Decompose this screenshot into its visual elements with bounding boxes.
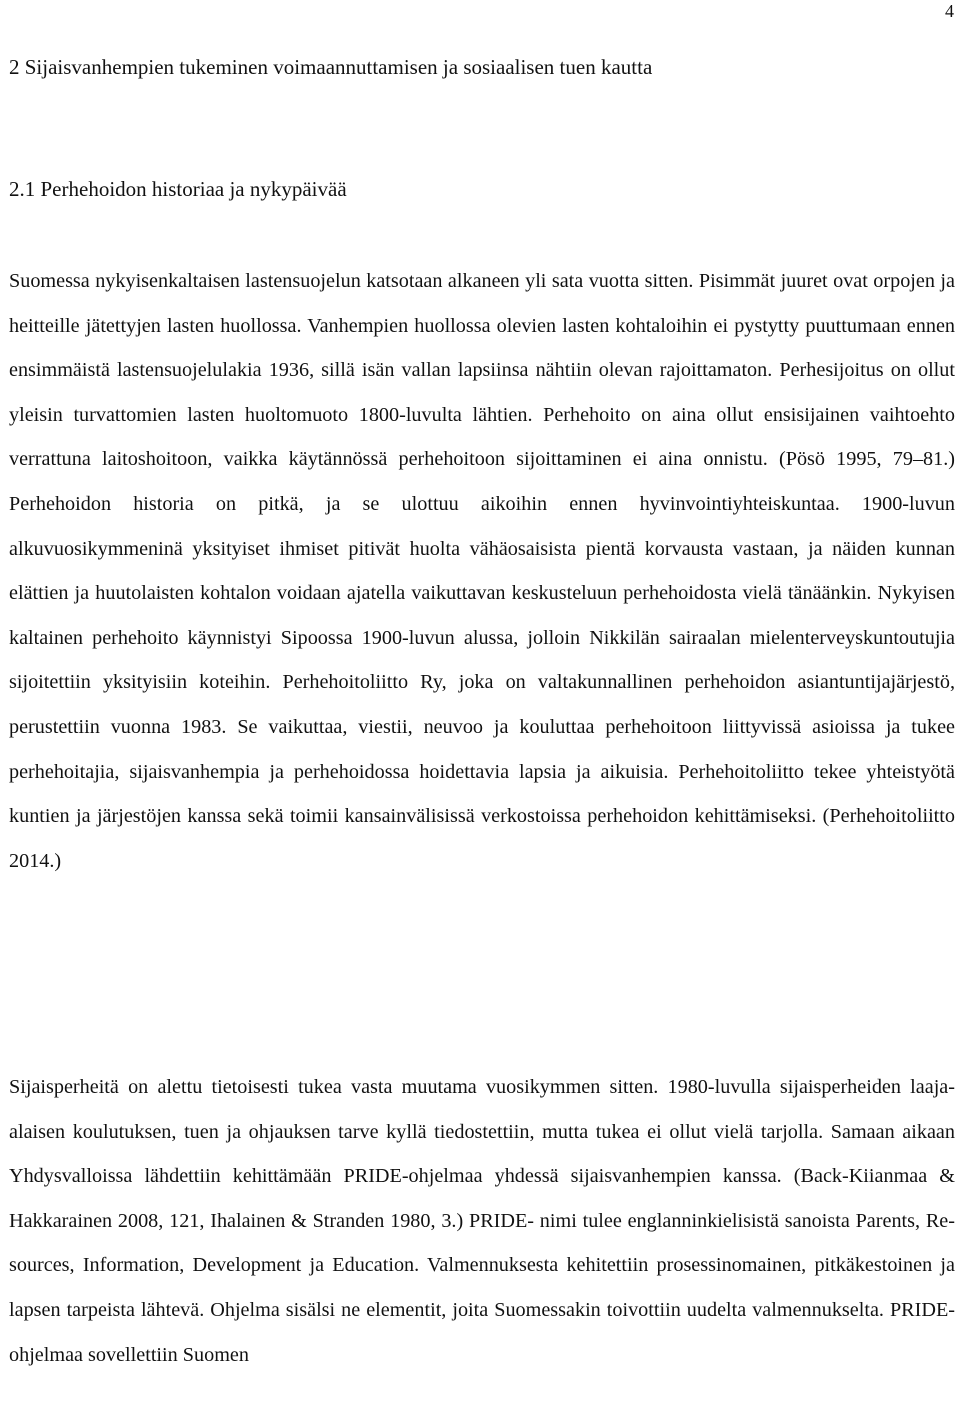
page-number: 4 bbox=[945, 1, 954, 21]
body-paragraph: Sijaisperheitä on alettu tietoisesti tukea vasta muutama vuosikymmen sitten. 1980-luvulla sijaisperheiden laaja-alaisen koulutuksen, tuen ja ohjauksen tarve kyllä tiedostettiin, mutta tukea ei ollut vielä tarjolla. Samaan aikaan Yhdysvalloissa lähdettiin kehittämään PRIDE-ohjelmaa yhdessä sijaisvanhempien kanssa. (Back-Kiianmaa & Hakkarainen 2008, 121, Ihalainen & Stranden 1980, 3.) PRIDE- nimi tulee englanninkielisistä sanoista Parents, Resources, Information, Development ja Education. Valmennuksesta kehitettiin prosessinomainen, pitkäkestoinen ja lapsen tarpeista lähtevä. Ohjelma sisälsi ne elementit, joita Suomessakin toivottiin uudelta valmennukselta. PRIDE-ohjelmaa sovellettiin Suomen bbox=[9, 1076, 955, 1366]
chapter-heading: 2 Sijaisvanhempien tukeminen voimaannuttamisen ja sosiaalisen tuen kautta bbox=[9, 55, 653, 79]
section-heading: 2.1 Perhehoidon historiaa ja nykypäivää bbox=[9, 177, 347, 201]
body-paragraph: Suomessa nykyisenkaltaisen lastensuojelun katsotaan alkaneen yli sata vuotta sitten. Pisimmät juuret ovat orpojen ja heitteille jätettyjen lasten huollossa. Vanhempien huollossa olevien lasten kohtaloihin ei pystytty puuttumaan ennen ensimmäistä lastensuojelulakia 1936, sillä isän vallan lapsiinsa nähtiin olevan rajoittamaton. Perhesijoitus on ollut yleisin turvattomien lasten huoltomuoto 1800-luvulta lähtien. Perhehoito on aina ollut ensisijainen vaihtoehto verrattuna laitoshoitoon, vaikka käytännössä perhehoitoon sijoittaminen ei aina onnistu. (Pösö 1995, 79–81.) Perhehoidon historia on pitkä, ja se ulottuu aikoihin ennen hyvinvointiyhteiskuntaa. 1900-luvun alkuvuosikymmeninä yksityiset ihmiset pitivät huolta vähäosaisista pientä korvausta vastaan, ja näiden kunnan elättien ja huutolaisten kohtalon voidaan ajatella vaikuttavan keskusteluun perhehoidosta vielä tänäänkin. Nykyisen kaltainen perhehoito käynnistyi Sipoossa 1900-luvun alussa, jolloin Nikkilän sairaalan mielenterveyskuntoutujia sijoitettiin yksityisiin koteihin. Perhehoitoliitto Ry, joka on valtakunnallinen perhehoidon asiantuntijajärjestö, perustettiin vuonna 1983. Se vaikuttaa, viestii, neuvoo ja kouluttaa perhehoitoon liittyvissä asioissa ja tukee perhehoitajia, sijaisvanhempia ja perhehoidossa hoidettavia lapsia ja aikuisia. Perhehoitoliitto tekee yhteistyötä kuntien ja järjestöjen kanssa sekä toimii kansainvälisissä verkostoissa perhehoidon kehittämiseksi. (Perhehoitoliitto 2014.) bbox=[9, 270, 955, 872]
